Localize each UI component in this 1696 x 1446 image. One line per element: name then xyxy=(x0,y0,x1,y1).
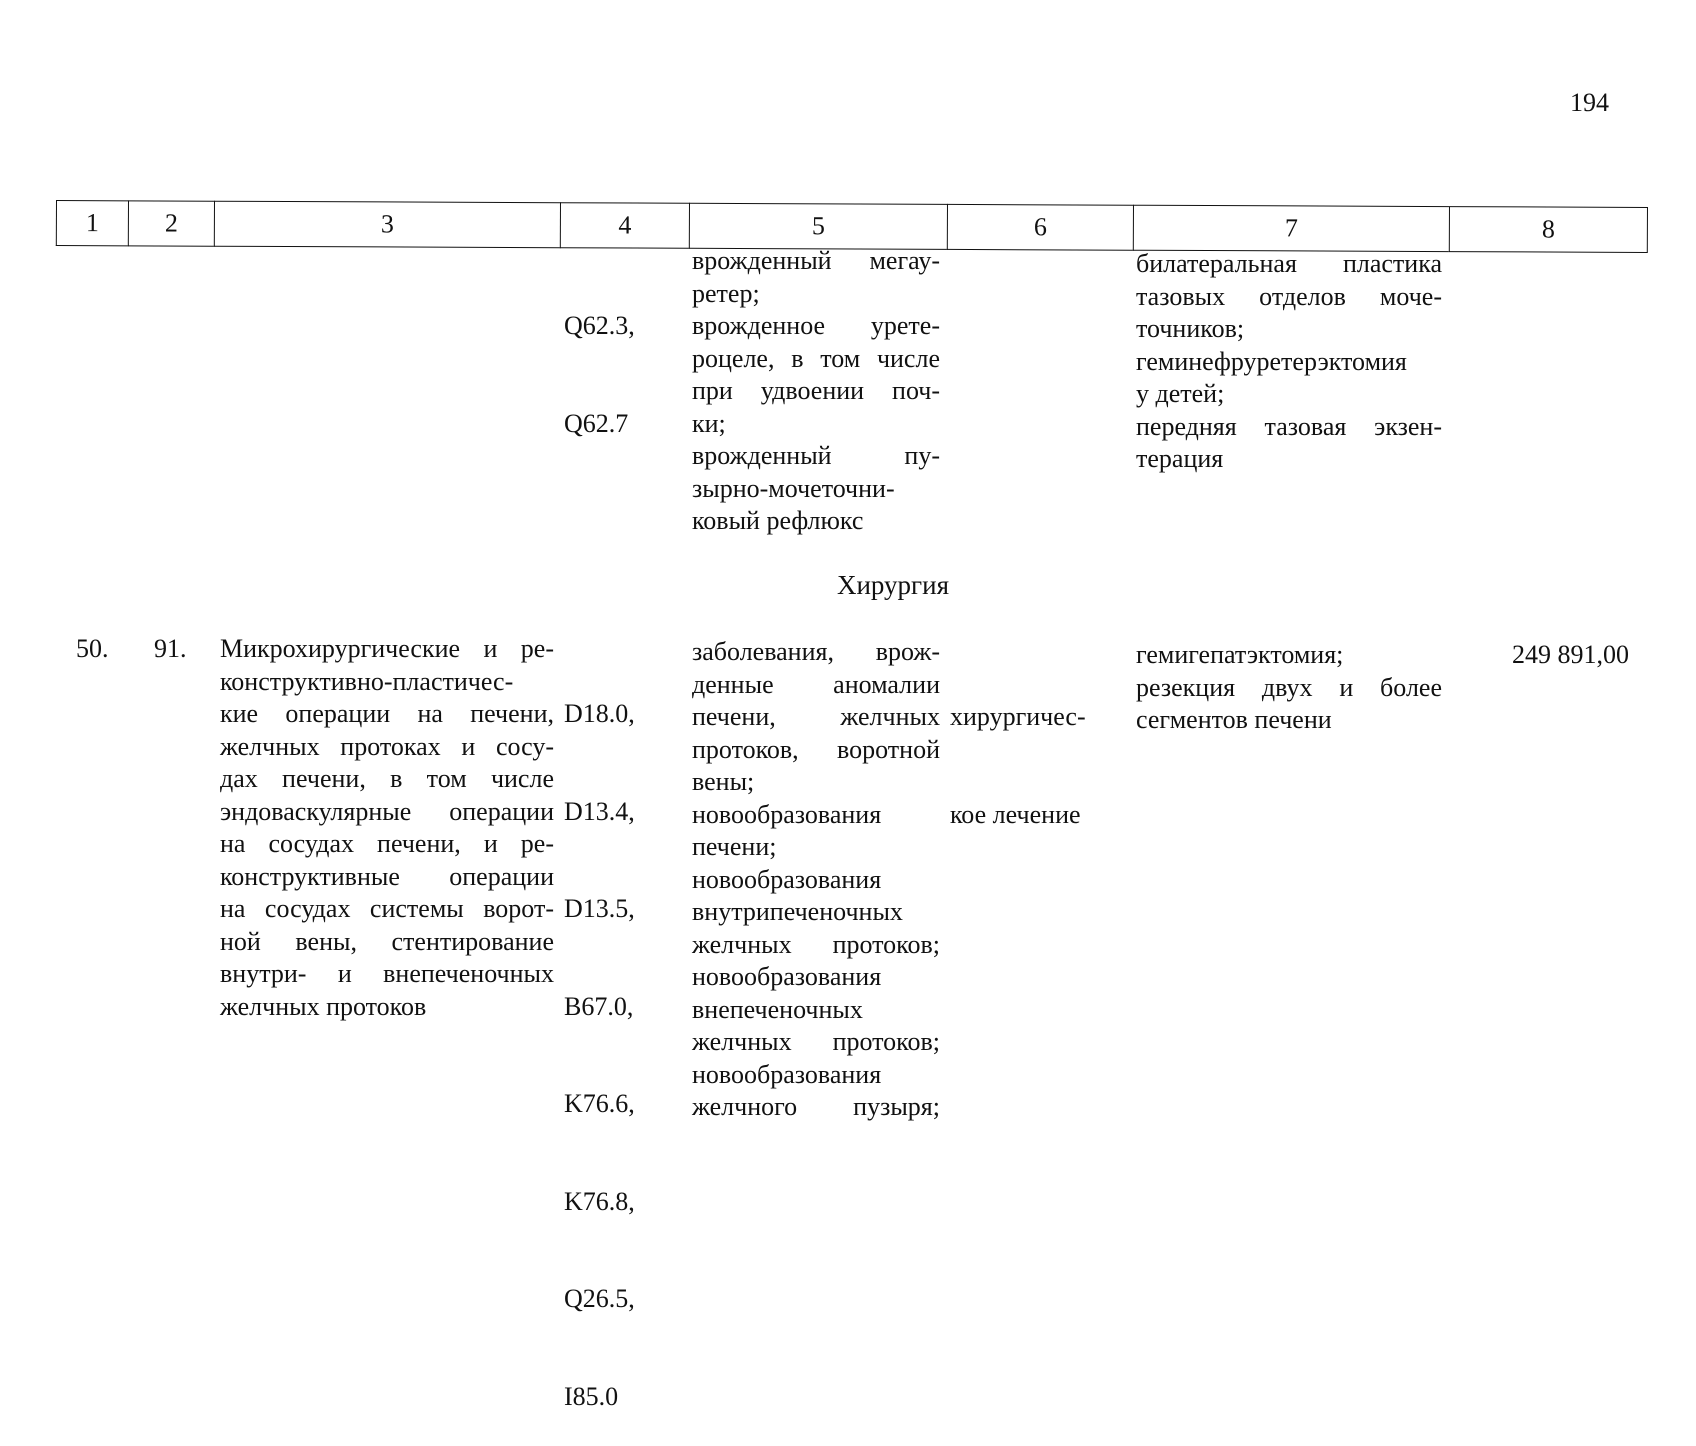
cont-disease-line: врожденный пу- xyxy=(692,441,940,470)
cont-code-line: Q62.3, xyxy=(564,311,635,340)
cont-disease-line: ки; xyxy=(692,408,726,438)
row-codes xyxy=(564,633,635,1446)
cont-method-line: тазовых отделов моче- xyxy=(1136,281,1442,311)
row-name xyxy=(220,633,554,1023)
name-line: ной вены, стентирование xyxy=(220,926,554,956)
header-cell-2: 2 xyxy=(128,200,214,246)
header-cell-1: 1 xyxy=(56,200,128,246)
method-line: сегментов печени xyxy=(1136,705,1332,734)
name-line: желчных протоков xyxy=(220,991,427,1021)
cont-disease-line: роцеле, в том числе xyxy=(692,343,940,373)
code-line: D18.0, xyxy=(564,699,635,728)
method-line: гемигепатэктомия; xyxy=(1136,640,1344,669)
disease-line: протоков, воротной xyxy=(692,734,940,764)
name-line: эндоваскулярные операции xyxy=(220,796,554,826)
disease-line: денные аномалии xyxy=(692,669,940,699)
cont-method-line: точников; xyxy=(1136,314,1245,343)
cont-methods xyxy=(1136,248,1442,476)
cont-disease-line: врожденный мегау- xyxy=(692,246,940,275)
disease-line: печени, желчных xyxy=(692,702,940,731)
name-line: кие операции на печени, xyxy=(220,699,554,728)
disease-line: новообразования xyxy=(692,1059,882,1089)
method-line: резекция двух и более xyxy=(1136,672,1442,702)
cont-codes xyxy=(564,245,635,473)
header-cell-6: 6 xyxy=(947,204,1133,251)
header-cell-4: 4 xyxy=(560,202,689,249)
name-line: дах печени, в том числе xyxy=(220,764,554,793)
disease-line: желчного пузыря; xyxy=(692,1092,940,1121)
row-treatment xyxy=(950,636,1086,864)
code-line: Q26.5, xyxy=(564,1284,635,1313)
cont-method-line: у детей; xyxy=(1136,379,1225,408)
disease-line: вены; xyxy=(692,767,755,796)
header-cell-3: 3 xyxy=(214,201,560,249)
cont-method-line: терация xyxy=(1136,444,1224,473)
cont-method-line: передняя тазовая экзен- xyxy=(1136,411,1442,441)
cont-disease-line: при удвоении поч- xyxy=(692,376,940,405)
cont-disease-line: врожденное урете- xyxy=(692,311,940,340)
name-line: Микрохирургические и ре- xyxy=(220,634,554,663)
code-line: K76.8, xyxy=(564,1186,635,1216)
header-cell-7: 7 xyxy=(1133,205,1449,252)
header-cell-8: 8 xyxy=(1449,206,1648,253)
disease-line: новообразования xyxy=(692,799,882,829)
disease-line: желчных протоков; xyxy=(692,1027,940,1056)
page-number: 194 xyxy=(1570,88,1609,117)
row-diseases xyxy=(692,636,940,1124)
disease-line: внутрипеченочных xyxy=(692,897,903,926)
disease-line: печени; xyxy=(692,832,777,861)
cont-disease-line: зырно-мочеточни- xyxy=(692,473,895,503)
section-title: Хирургия xyxy=(836,570,950,600)
row-sub-number: 91. xyxy=(154,634,187,663)
disease-line: внепеченочных xyxy=(692,994,863,1024)
code-line: D13.4, xyxy=(564,796,635,826)
cont-disease-line: ковый рефлюкс xyxy=(692,506,864,535)
code-line: K76.6, xyxy=(564,1089,635,1118)
name-line: внутри- и внепеченочных xyxy=(220,959,554,988)
code-line: I85.0 xyxy=(564,1381,619,1411)
row-price: 249 891,00 xyxy=(1512,640,1629,669)
name-line: конструктивно-пластичес- xyxy=(220,666,514,696)
cont-disease-line: ретер; xyxy=(692,278,760,308)
disease-line: новообразования xyxy=(692,864,882,894)
cont-method-line: билатеральная пластика xyxy=(1136,249,1442,278)
name-line: желчных протоках и сосу- xyxy=(220,731,554,761)
name-line: конструктивные операции xyxy=(220,861,554,891)
treatment-line: хирургичес- xyxy=(950,702,1086,731)
treatment-line: кое лечение xyxy=(950,799,1081,829)
disease-line: заболевания, врож- xyxy=(692,637,940,666)
header-cell-5: 5 xyxy=(689,203,947,250)
name-line: на сосудах печени, и ре- xyxy=(220,829,554,858)
disease-line: новообразования xyxy=(692,962,882,991)
cont-diseases xyxy=(692,245,940,538)
code-line: B67.0, xyxy=(564,991,634,1021)
code-line: D13.5, xyxy=(564,894,635,923)
cont-code-line: Q62.7 xyxy=(564,408,629,438)
row-number: 50. xyxy=(76,634,109,663)
cont-method-line: геминефруретерэктомия xyxy=(1136,346,1407,376)
row-methods xyxy=(1136,639,1442,737)
name-line: на сосудах системы ворот- xyxy=(220,894,554,923)
disease-line: желчных протоков; xyxy=(692,929,940,959)
